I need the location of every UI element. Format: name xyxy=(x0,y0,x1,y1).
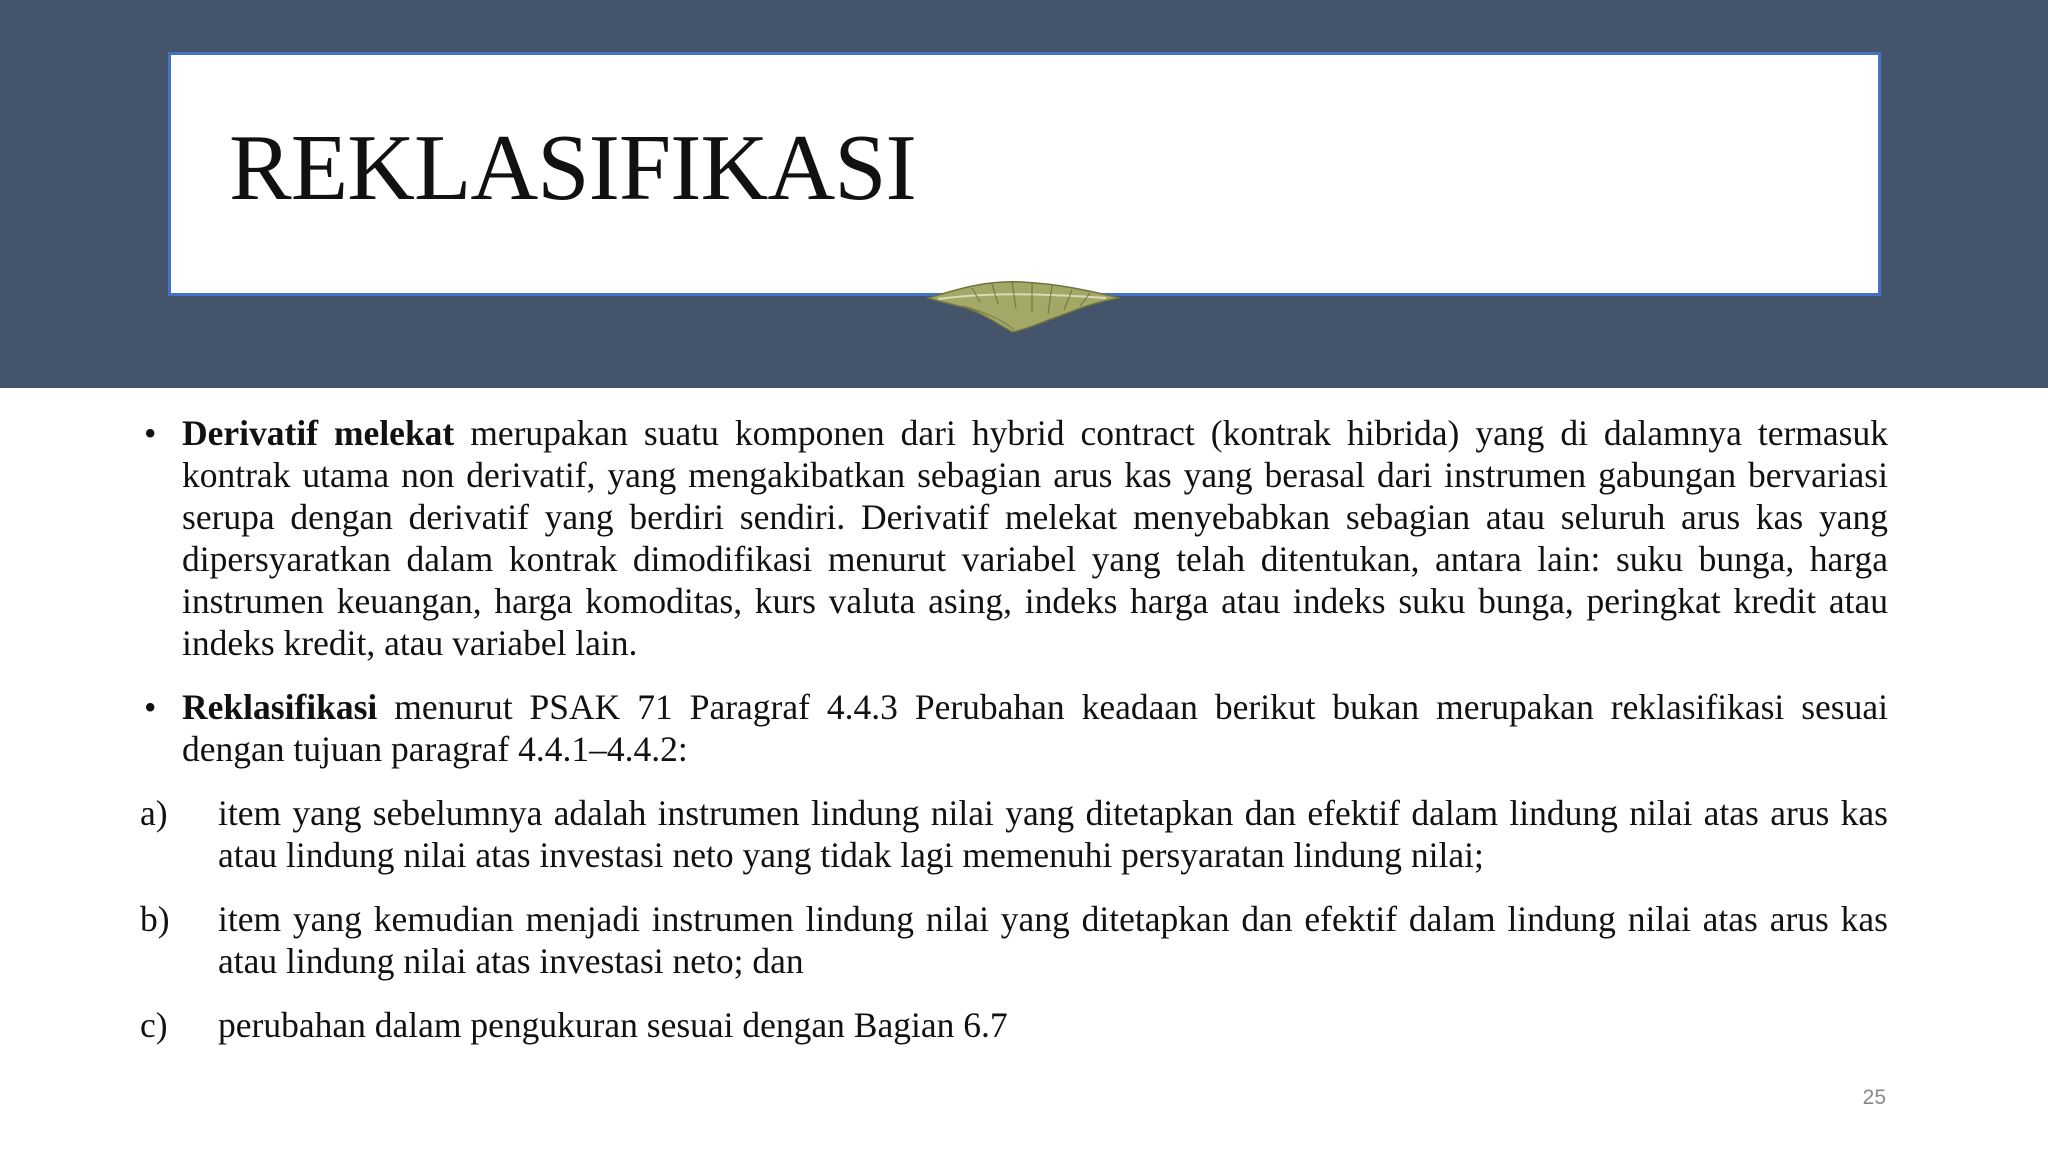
bullet-bold-term: Derivatif melekat xyxy=(182,413,455,453)
list-item-b xyxy=(140,898,1888,982)
bullet-item-derivatif-melekat xyxy=(140,412,1888,664)
bullet-bold-term: Reklasifikasi xyxy=(182,687,378,727)
slide-title: REKLASIFIKASI xyxy=(229,116,916,220)
bullet-text xyxy=(182,412,1888,664)
list-text: item yang kemudian menjadi instrumen lindung nilai yang ditetapkan dan efektif dalam lindung nilai atas arus kas atau lindung nilai atas investasi neto; dan xyxy=(218,899,1888,981)
page-number: 25 xyxy=(1862,1086,1886,1109)
title-box xyxy=(168,52,1881,296)
list-marker: b) xyxy=(140,899,170,939)
bullet-marker: • xyxy=(144,413,157,453)
bullet-item-reklasifikasi xyxy=(140,686,1888,770)
leaf-ornament-icon xyxy=(926,272,1122,334)
list-item-a xyxy=(140,792,1888,876)
list-item-c xyxy=(140,1004,1888,1046)
bullet-marker: • xyxy=(144,687,157,727)
list-text: perubahan dalam pengukuran sesuai dengan Bagian 6.7 xyxy=(218,1005,1008,1045)
list-marker: a) xyxy=(140,793,168,833)
slide-content xyxy=(140,412,1888,1068)
bullet-text xyxy=(182,686,1888,770)
bullet-body: menurut PSAK 71 Paragraf 4.4.3 Perubahan keadaan berikut bukan merupakan reklasifikasi sesuai dengan tujuan paragraf 4.4.1–4.4.2: xyxy=(182,687,1888,769)
bullet-body: merupakan suatu komponen dari hybrid contract (kontrak hibrida) yang di dalamnya termasuk kontrak utama non derivatif, yang mengakibatkan sebagian arus kas yang berasal dari instrumen gabungan bervariasi serupa dengan derivatif yang berdiri sendiri. Derivatif melekat menyebabkan sebagian atau seluruh arus kas yang dipersyaratkan dalam kontrak dimodifikasi menurut variabel yang telah ditentukan, antara lain: suku bunga, harga instrumen keuangan, harga komoditas, kurs valuta asing, indeks harga atau indeks suku bunga, peringkat kredit atau indeks kredit, atau variabel lain. xyxy=(182,413,1888,663)
list-text: item yang sebelumnya adalah instrumen lindung nilai yang ditetapkan dan efektif dalam lindung nilai atas arus kas atau lindung nilai atas investasi neto yang tidak lagi memenuhi persyaratan lindung nilai; xyxy=(218,793,1888,875)
list-marker: c) xyxy=(140,1005,168,1045)
